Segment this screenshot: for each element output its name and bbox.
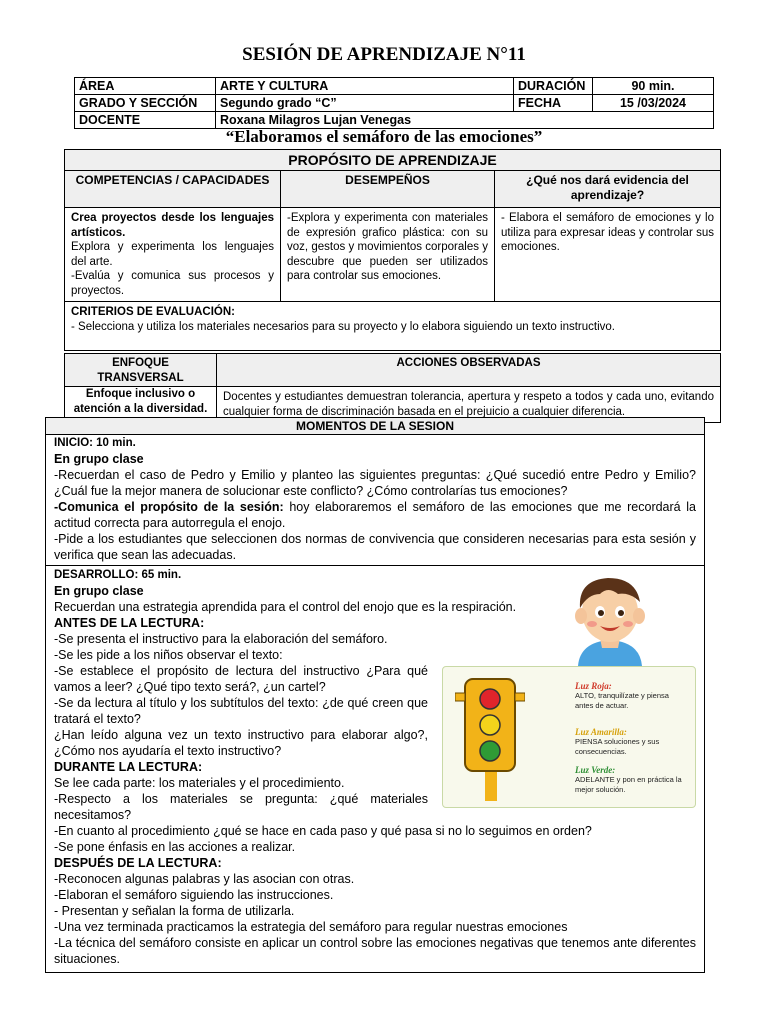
criteria-text: - Selecciona y utiliza los materiales necesarios para su proyecto y lo elabora siguiendo un texto instructivo. bbox=[71, 321, 615, 333]
duration-label: DURACIÓN bbox=[514, 78, 593, 95]
red-light bbox=[480, 689, 500, 709]
competence-capacity-2: -Evalúa y comunica sus procesos y proyectos. bbox=[71, 270, 274, 297]
despues-item-4: -Una vez terminada practicamos la estrategia del semáforo para regular nuestras emociones bbox=[54, 920, 568, 934]
yellow-legend-text: PIENSA soluciones y sus consecuencias. bbox=[575, 737, 660, 756]
grade-label: GRADO Y SECCIÓN bbox=[75, 95, 216, 112]
antes-item-1: -Se presenta el instructivo para la elaboración del semáforo. bbox=[54, 632, 388, 646]
despues-label: DESPUÉS DE LA LECTURA: bbox=[54, 856, 222, 870]
durante-item-3: -En cuanto al procedimiento ¿qué se hace en cada paso y qué pasa si no lo seguimos en orden? bbox=[54, 824, 592, 838]
session-subtitle: “Elaboramos el semáforo de las emociones” bbox=[225, 127, 543, 146]
antes-item-2: -Se les pide a los niños observar el texto: bbox=[54, 648, 283, 662]
info-table bbox=[74, 77, 714, 129]
inicio-group: En grupo clase bbox=[54, 452, 144, 466]
boy-illustration bbox=[564, 572, 656, 666]
moments-section bbox=[45, 417, 705, 973]
green-light bbox=[480, 741, 500, 761]
page-title: SESIÓN DE APRENDIZAJE N°11 bbox=[242, 44, 526, 65]
moments-divider bbox=[46, 565, 704, 566]
green-legend bbox=[575, 765, 687, 795]
duration-value: 90 min. bbox=[593, 78, 714, 95]
red-legend bbox=[575, 681, 687, 711]
moments-heading: MOMENTOS DE LA SESION bbox=[46, 418, 704, 435]
actions-header: ACCIONES OBSERVADAS bbox=[217, 354, 721, 387]
antes-narrow-block bbox=[54, 663, 428, 823]
grade-value: Segundo grado “C” bbox=[216, 95, 514, 112]
desarrollo-bottom-block bbox=[54, 823, 696, 967]
despues-item-2: -Elaboran el semáforo siguiendo las instrucciones. bbox=[54, 888, 334, 902]
traffic-light-pole bbox=[485, 771, 497, 801]
enfoque-table bbox=[64, 353, 721, 423]
evidence-cell: - Elabora el semáforo de emociones y lo utiliza para expresar ideas y controlar sus emociones. bbox=[495, 208, 721, 302]
inicio-paragraph-2 bbox=[54, 499, 696, 531]
inicio-label: INICIO: 10 min. bbox=[54, 437, 136, 449]
desarrollo-intro: Recuerdan una estrategia aprendida para el control del enojo que es la respiración. bbox=[54, 600, 517, 614]
yellow-legend bbox=[575, 727, 687, 757]
red-legend-text: ALTO, tranquilízate y piensa antes de actuar. bbox=[575, 691, 669, 710]
green-legend-text: ADELANTE y pon en práctica la mejor solución. bbox=[575, 775, 682, 794]
area-label: ÁREA bbox=[75, 78, 216, 95]
competencies-header: COMPETENCIAS / CAPACIDADES bbox=[65, 171, 281, 208]
yellow-legend-title: Luz Amarilla: bbox=[575, 727, 627, 737]
competencies-cell bbox=[65, 208, 281, 302]
durante-item-2: -Respecto a los materiales se pregunta: ¿qué materiales necesitamos? bbox=[54, 792, 428, 822]
performances-header: DESEMPEÑOS bbox=[281, 171, 495, 208]
green-legend-title: Luz Verde: bbox=[575, 765, 616, 775]
antes-label: ANTES DE LA LECTURA: bbox=[54, 616, 205, 630]
despues-item-3: - Presentan y señalan la forma de utilizarla. bbox=[54, 904, 295, 918]
evidence-header: ¿Qué nos dará evidencia del aprendizaje? bbox=[495, 171, 721, 208]
teacher-label: DOCENTE bbox=[75, 112, 216, 129]
antes-item-3: -Se establece el propósito de lectura del instructivo ¿Para qué vamos a leer? ¿Qué tipo texto será?, ¿un cartel? bbox=[54, 664, 428, 694]
antes-item-4: -Se da lectura al título y los subtítulos del texto: ¿de qué creen que tratará el texto? bbox=[54, 696, 428, 726]
traffic-light-legend bbox=[442, 666, 696, 808]
date-value: 15 /03/2024 bbox=[593, 95, 714, 112]
yellow-light bbox=[480, 715, 500, 735]
desarrollo-group: En grupo clase bbox=[54, 584, 144, 598]
durante-label: DURANTE LA LECTURA: bbox=[54, 760, 203, 774]
enfoque-value: Enfoque inclusivo o atención a la diversidad. bbox=[65, 387, 217, 423]
purpose-statement-text: hoy elaboraremos el semáforo de las emociones que me recordará la actitud correcta para autorregula el enojo. bbox=[54, 500, 697, 530]
teacher-value: Roxana Milagros Lujan Venegas bbox=[216, 112, 714, 129]
criteria-label: CRITERIOS DE EVALUACIÓN: bbox=[71, 306, 235, 318]
desarrollo-label: DESARROLLO: 65 min. bbox=[54, 569, 182, 581]
performance-cell: -Explora y experimenta con materiales de expresión grafico plástica: con su voz, gestos y movimientos corporales y descubre que pueden ser utilizados para controlar sus emociones. bbox=[281, 208, 495, 302]
criteria-cell bbox=[65, 302, 721, 351]
area-value: ARTE Y CULTURA bbox=[216, 78, 514, 95]
competence-capacity-1: Explora y experimenta los lenguajes del arte. bbox=[71, 241, 274, 268]
actions-value: Docentes y estudiantes demuestran tolerancia, apertura y respeto a todos y cada uno, evitando cualquier forma de discriminación basada en el prejuicio a cualquier diferencia. bbox=[217, 387, 721, 423]
purpose-statement-label: -Comunica el propósito de la sesión: bbox=[54, 500, 284, 514]
red-legend-title: Luz Roja: bbox=[575, 681, 612, 691]
purpose-table bbox=[64, 149, 721, 351]
inicio-block bbox=[54, 435, 696, 563]
traffic-light-icon bbox=[455, 675, 525, 801]
date-label: FECHA bbox=[514, 95, 593, 112]
enfoque-header: ENFOQUE TRANSVERSAL bbox=[65, 354, 217, 387]
competence-title: Crea proyectos desde los lenguajes artísticos. bbox=[71, 212, 274, 239]
durante-item-4: -Se pone énfasis en las acciones a realizar. bbox=[54, 840, 296, 854]
inicio-paragraph-3: -Pide a los estudiantes que seleccionen dos normas de convivencia que consideren necesarias para esta sesión y verifica que sean las adecuadas. bbox=[54, 532, 696, 562]
durante-item-1: Se lee cada parte: los materiales y el procedimiento. bbox=[54, 776, 345, 790]
antes-item-5: ¿Han leído alguna vez un texto instructivo para elaborar algo?, ¿Cómo nos ayudaría el texto instructivo? bbox=[54, 728, 428, 758]
inicio-paragraph-1: -Recuerdan el caso de Pedro y Emilio y planteo las siguientes preguntas: ¿Qué sucedió entre Pedro y Emilio? ¿Cuál fue la mejor manera de solucionar este conflicto? ¿Cómo controlarías tus emociones? bbox=[54, 468, 696, 498]
despues-item-1: -Reconocen algunas palabras y las asocian con otras. bbox=[54, 872, 355, 886]
purpose-heading: PROPÓSITO DE APRENDIZAJE bbox=[65, 150, 721, 171]
despues-item-5: -La técnica del semáforo consiste en aplicar un control sobre las emociones negativas que tenemos ante diferentes situaciones. bbox=[54, 936, 696, 966]
